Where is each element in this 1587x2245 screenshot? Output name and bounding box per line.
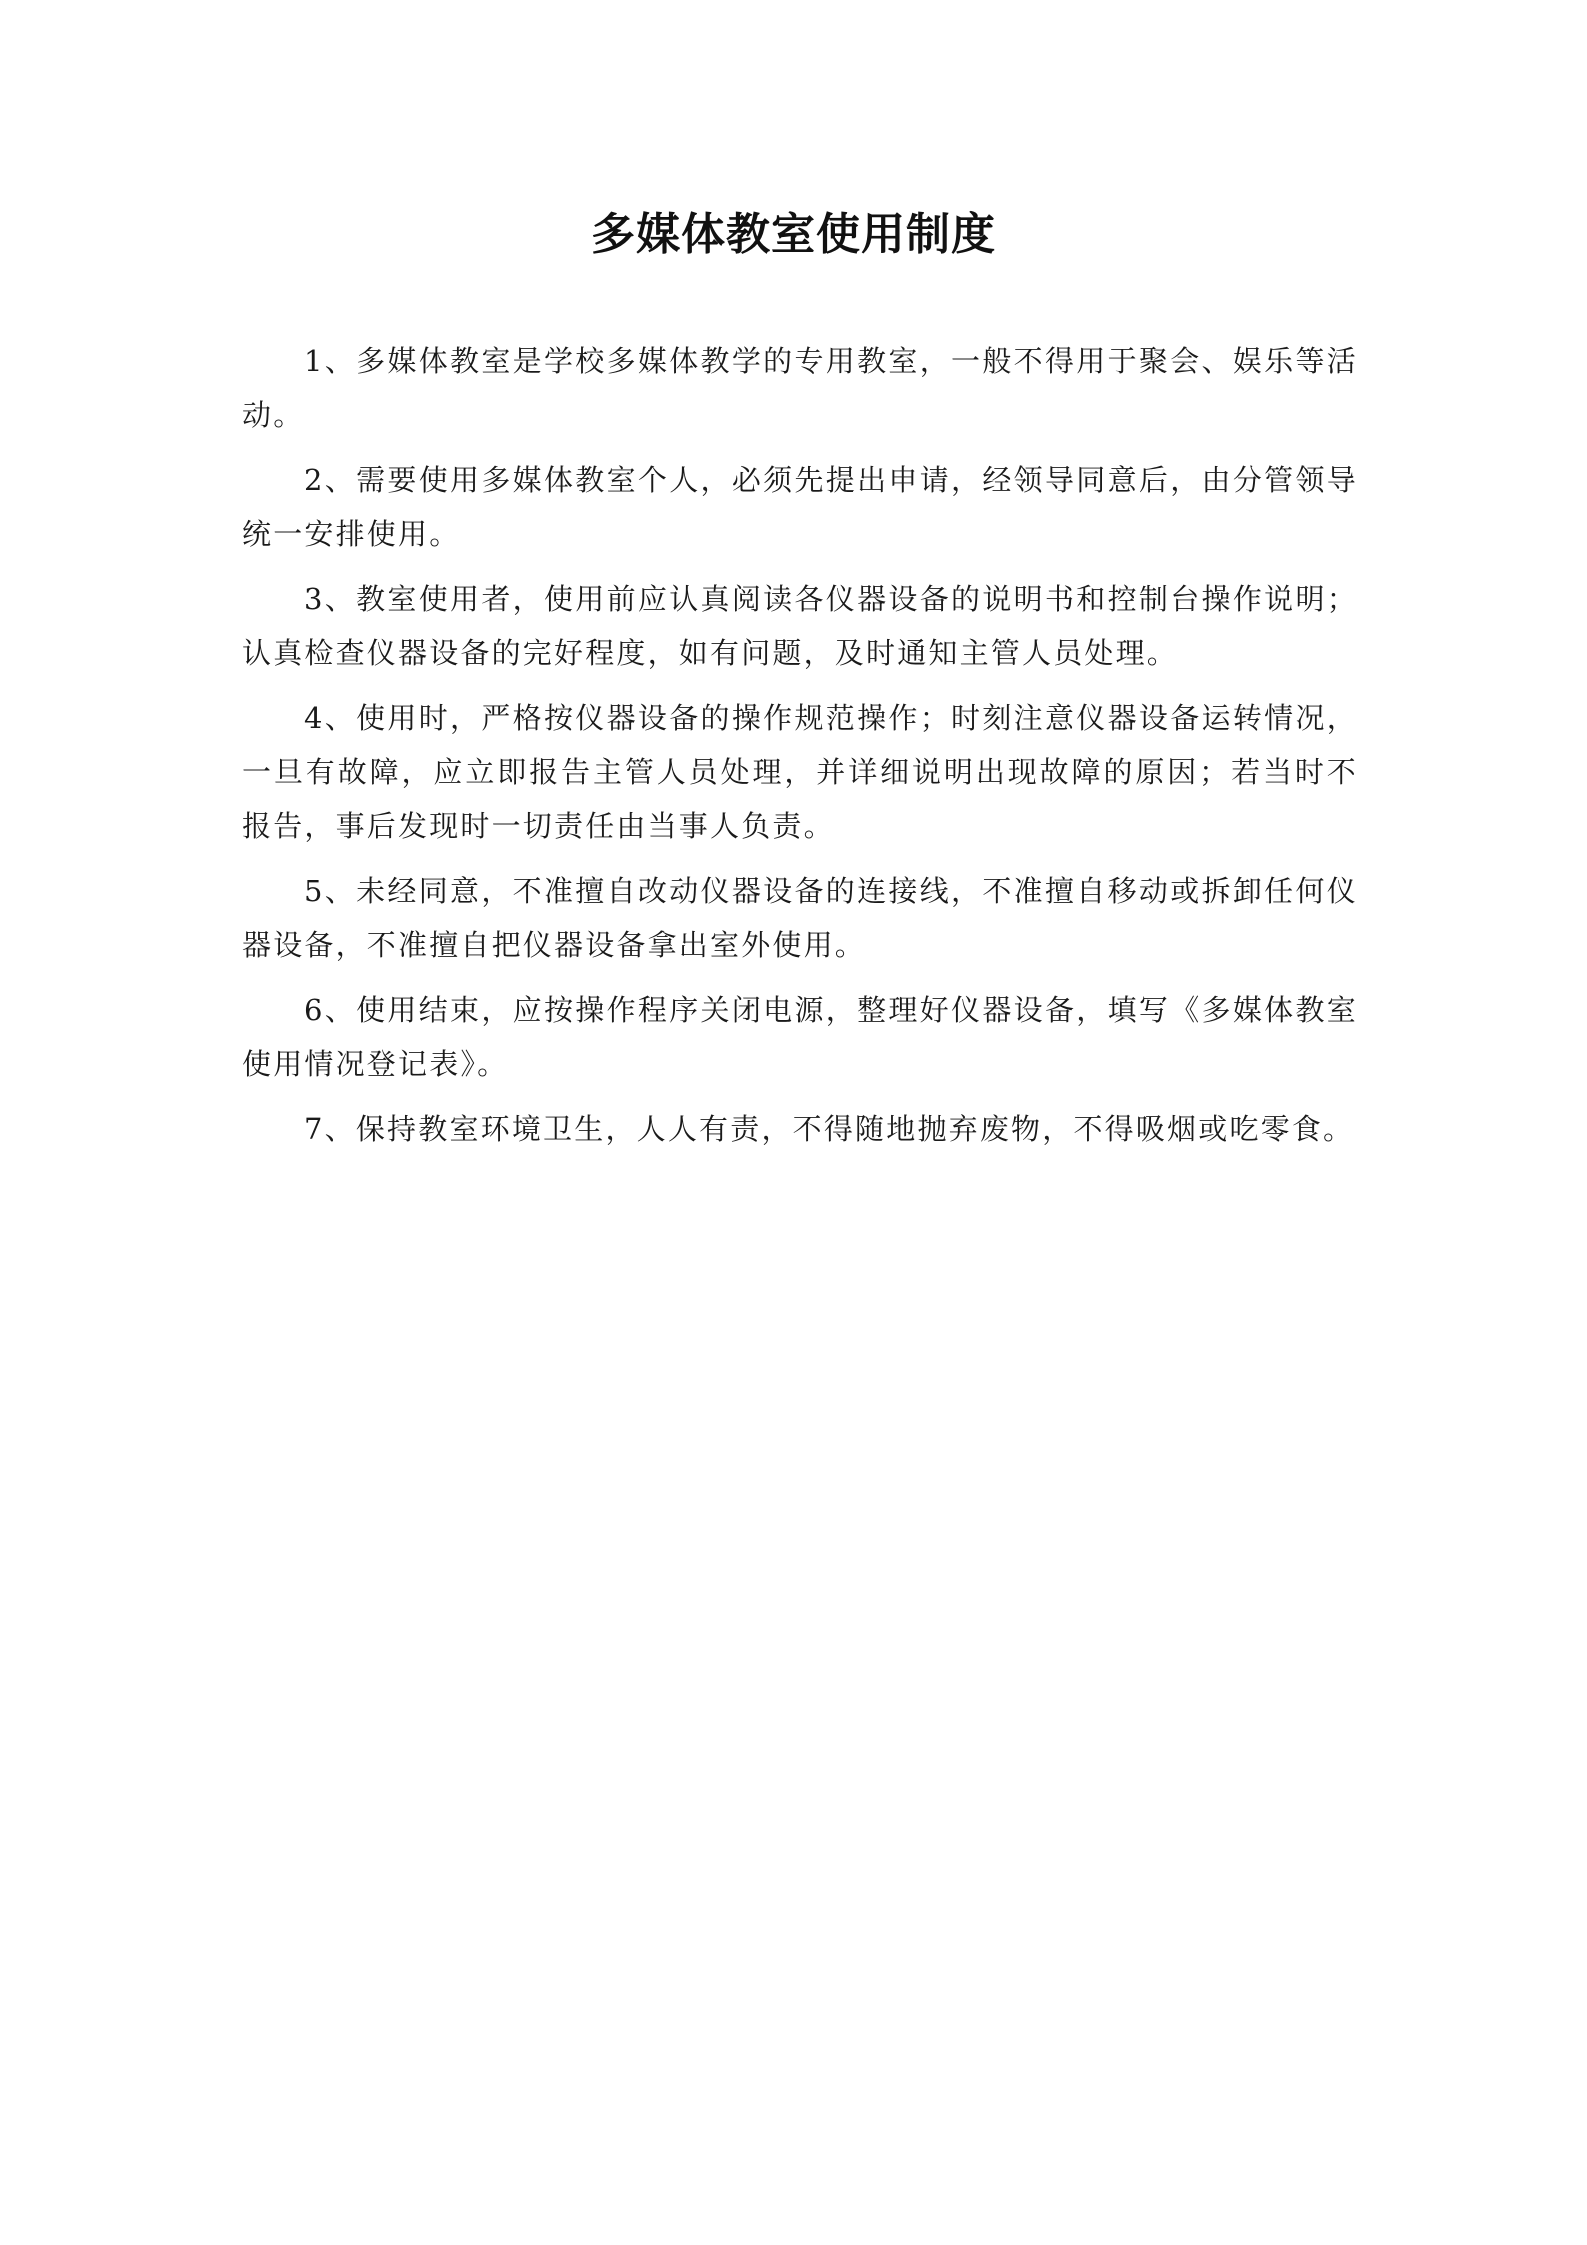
rule-paragraph-5: 5、未经同意，不准擅自改动仪器设备的连接线，不准擅自移动或拆卸任何仪器设备，不准擅自把仪器设备拿出室外使用。: [242, 874, 1358, 962]
rule-paragraph-4: 4、使用时，严格按仪器设备的操作规范操作；时刻注意仪器设备运转情况，一旦有故障，应立即报告主管人员处理，并详细说明出现故障的原因；若当时不报告，事后发现时一切责任由当事人负责。: [242, 701, 1358, 843]
rule-paragraph-1: 1、多媒体教室是学校多媒体教学的专用教室，一般不得用于聚会、娱乐等活动。: [242, 344, 1358, 432]
rule-paragraph-7: 7、保持教室环境卫生，人人有责，不得随地抛弃废物，不得吸烟或吃零食。: [304, 1112, 1355, 1146]
rule-paragraph-3: 3、教室使用者，使用前应认真阅读各仪器设备的说明书和控制台操作说明；认真检查仪器设备的完好程度，如有问题，及时通知主管人员处理。: [242, 582, 1358, 670]
rule-paragraph-6: 6、使用结束，应按操作程序关闭电源，整理好仪器设备，填写《多媒体教室使用情况登记表》。: [242, 993, 1358, 1081]
rules-list: [242, 334, 1358, 1167]
document-title: 多媒体教室使用制度: [591, 209, 996, 260]
rule-paragraph-2: 2、需要使用多媒体教室个人，必须先提出申请，经领导同意后，由分管领导统一安排使用。: [242, 463, 1358, 551]
